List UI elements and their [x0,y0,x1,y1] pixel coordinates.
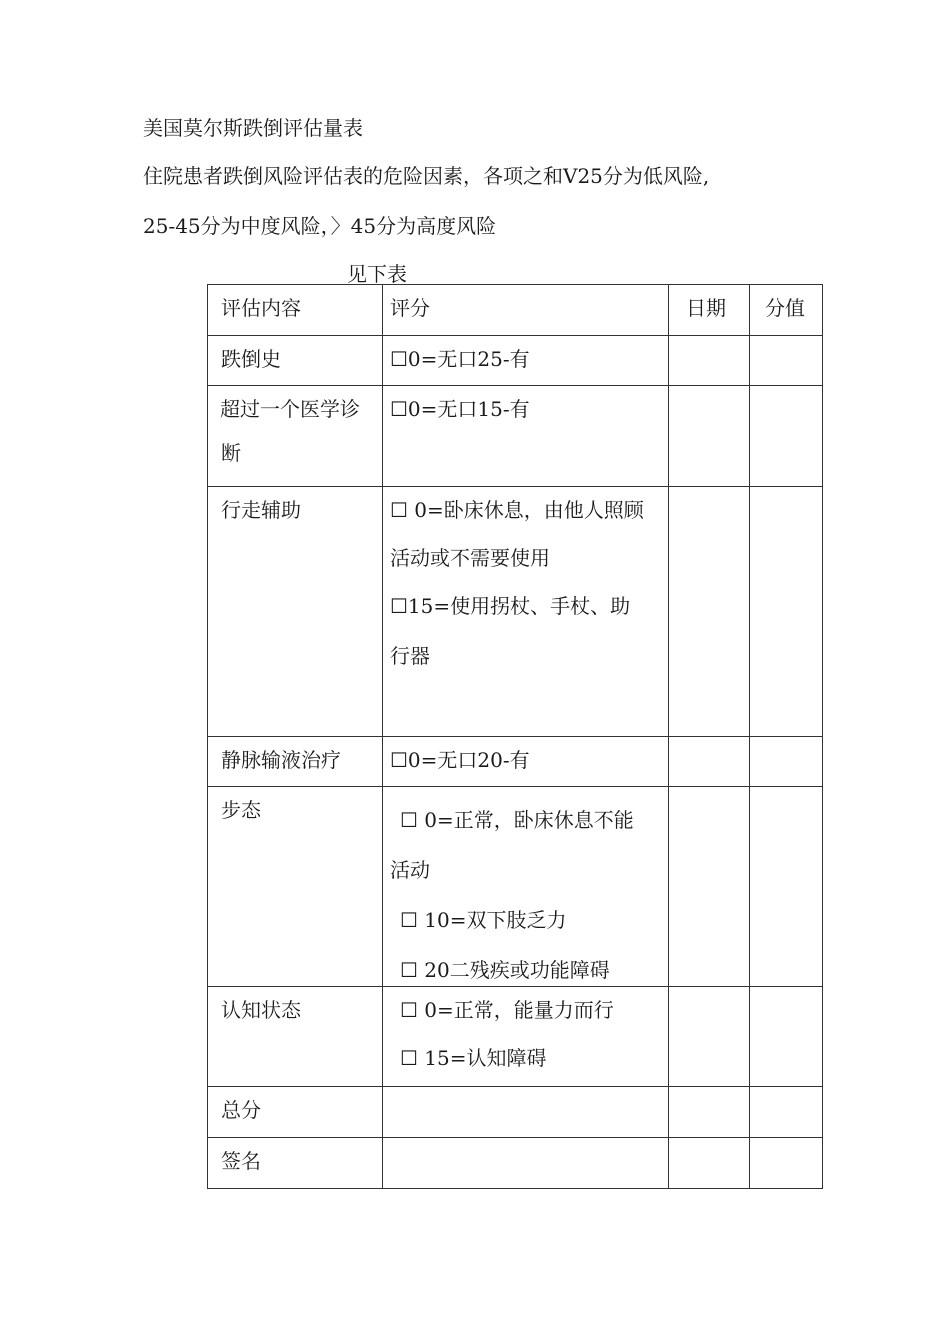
date-cell [669,386,750,487]
see-below-label: 见下表 [347,262,407,286]
date-cell [669,737,750,787]
intro-line-1: 住院患者跌倒风险评估表的危险因素，各项之和V25分为低风险, [143,164,710,188]
table-row [208,987,823,1087]
score-option-line: ☐ 0=正常，能量力而行 [400,998,614,1022]
score-value-cell [750,1138,823,1189]
score-option-line: ☐ 10=双下肢乏力 [400,908,567,932]
score-options-ambulatory-aid [383,487,669,737]
signature-cell [383,1138,669,1189]
row-label-total: 总分 [208,1087,383,1138]
date-cell [669,787,750,987]
header-date: 日期 [669,285,750,336]
fall-risk-table [207,284,823,1189]
row-label-line: 超过一个医学诊 [220,397,360,421]
row-label-iv-therapy: 静脉输液治疗 [208,737,383,787]
score-value-cell [750,787,823,987]
score-value-cell [750,386,823,487]
table-row [208,336,823,386]
score-option-line: 活动或不需要使用 [390,546,550,570]
table-row [208,1087,823,1138]
row-label-secondary-diagnosis [208,386,383,487]
score-value-cell [750,987,823,1087]
header-score-value: 分值 [750,285,823,336]
row-label-gait: 步态 [208,787,383,987]
table-row [208,787,823,987]
row-label-ambulatory-aid: 行走辅助 [208,487,383,737]
row-label-line: 断 [221,441,241,465]
intro-line-2: 25-45分为中度风险，〉45分为高度风险 [143,214,497,238]
score-options-iv-therapy: ☐0=无口20-有 [383,737,669,787]
page-title: 美国莫尔斯跌倒评估量表 [143,116,363,140]
score-options-gait [383,787,669,987]
score-option-line: ☐ 20二残疾或功能障碍 [400,958,610,982]
score-option-line: ☐ 0=卧床休息，由他人照顾 [390,498,644,522]
date-cell [669,487,750,737]
score-option-line: ☐15=使用拐杖、手杖、助 [390,594,631,618]
row-label-signature: 签名 [208,1138,383,1189]
date-cell [669,336,750,386]
score-options-fall-history: ☐0=无口25-有 [383,336,669,386]
date-cell [669,1087,750,1138]
date-cell [669,1138,750,1189]
header-assessment-item: 评估内容 [208,285,383,336]
date-cell [669,987,750,1087]
score-value-cell [750,487,823,737]
row-label-mental-status: 认知状态 [208,987,383,1087]
score-options-mental-status [383,987,669,1087]
score-option-line: 活动 [390,858,430,882]
score-value-cell [750,336,823,386]
header-scoring: 评分 [383,285,669,336]
table-row [208,386,823,487]
score-options-secondary-diagnosis: ☐0=无口15-有 [383,386,669,487]
table-row [208,1138,823,1189]
score-option-line: ☐ 15=认知障碍 [400,1046,547,1070]
table-header-row [208,285,823,336]
score-option-line: 行器 [390,644,430,668]
row-label-fall-history: 跌倒史 [208,336,383,386]
score-value-cell [750,737,823,787]
table-row [208,487,823,737]
score-value-cell [750,1087,823,1138]
total-score-cell [383,1087,669,1138]
table-row [208,737,823,787]
score-option-line: ☐ 0=正常，卧床休息不能 [400,808,634,832]
